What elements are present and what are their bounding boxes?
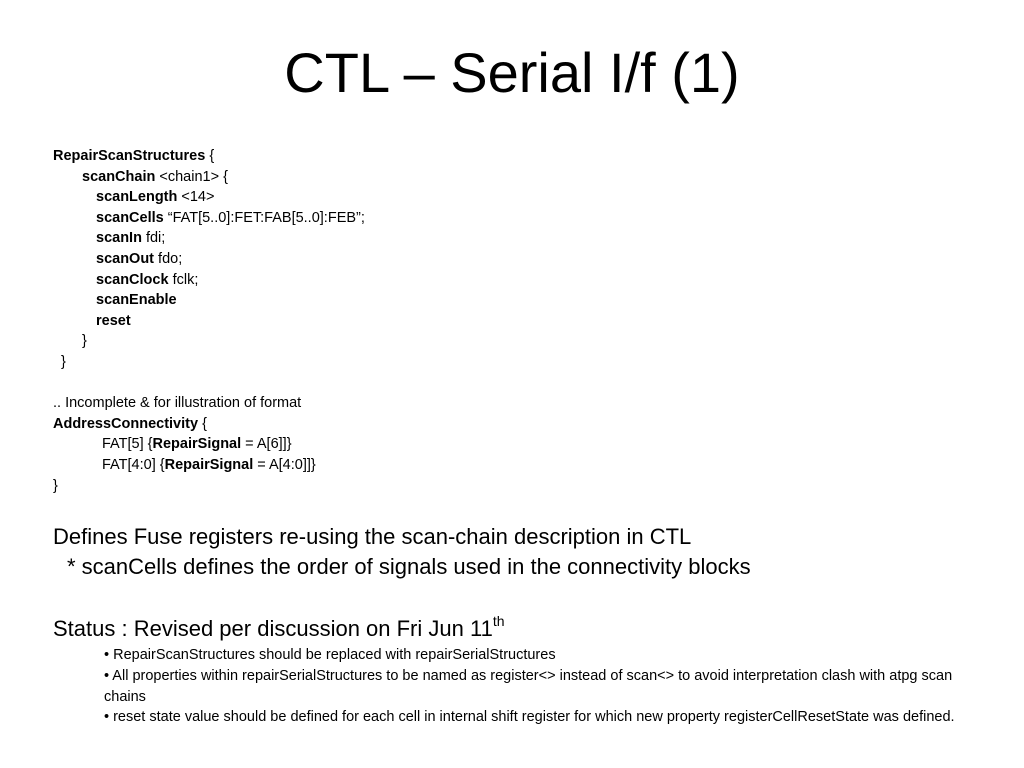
status-label: Status : Revised per discussion on Fri Jun 11 bbox=[53, 616, 493, 641]
status-bullet-list bbox=[104, 645, 964, 728]
bullet-item: • RepairScanStructures should be replaced with repairSerialStructures bbox=[104, 647, 556, 663]
keyword: RepairSignal bbox=[164, 456, 254, 473]
code-line-scanin bbox=[53, 228, 365, 249]
code-text: = A[6]]} bbox=[241, 436, 292, 453]
scancells-text: * scanCells defines the order of signals used in the connectivity blocks bbox=[67, 554, 751, 579]
code-text: fdi; bbox=[141, 230, 166, 247]
code-text: fdo; bbox=[154, 250, 183, 267]
keyword: AddressConnectivity bbox=[53, 415, 199, 432]
keyword: scanChain bbox=[82, 168, 156, 185]
code-text: <chain1> { bbox=[155, 168, 228, 185]
code-line-inner-close: } bbox=[82, 333, 87, 350]
code-line-address bbox=[53, 414, 365, 435]
code-text: { bbox=[205, 148, 215, 164]
code-text: = A[4:0]]} bbox=[253, 456, 316, 473]
status-text bbox=[53, 614, 505, 644]
code-text: “FAT[5..0]:FET:FAB[5..0]:FEB”; bbox=[163, 209, 365, 226]
ctl-code-block bbox=[53, 146, 365, 496]
code-line-address-close: } bbox=[53, 477, 58, 494]
code-line-scanlength bbox=[53, 187, 365, 208]
code-line-fat5 bbox=[53, 434, 365, 455]
keyword: scanEnable bbox=[96, 292, 177, 309]
code-line-scanclock bbox=[53, 270, 365, 291]
spacer bbox=[53, 373, 365, 394]
keyword: RepairSignal bbox=[152, 436, 242, 453]
code-text: FAT[4:0] { bbox=[102, 456, 165, 473]
keyword: scanClock bbox=[96, 271, 169, 288]
code-text: { bbox=[198, 415, 207, 432]
slide-title: CTL – Serial I/f (1) bbox=[284, 41, 740, 104]
keyword: reset bbox=[96, 312, 131, 329]
code-line-outer-close: } bbox=[61, 353, 66, 370]
keyword: scanLength bbox=[96, 189, 178, 206]
code-line-repair bbox=[53, 146, 365, 167]
keyword: scanOut bbox=[96, 250, 155, 267]
defines-text: Defines Fuse registers re-using the scan-chain description in CTL bbox=[53, 524, 692, 549]
keyword: scanIn bbox=[96, 230, 142, 247]
bullet-item: • All properties within repairSerialStructures to be named as register<> instead of scan<> to avoid interpretation clash with atpg scan chains bbox=[104, 667, 953, 705]
code-line-scancells bbox=[53, 208, 365, 229]
code-text: FAT[5] { bbox=[102, 436, 153, 453]
keyword: scanCells bbox=[96, 209, 164, 226]
code-line-fat40 bbox=[53, 455, 365, 476]
code-note: .. Incomplete & for illustration of format bbox=[53, 395, 302, 412]
code-line-scanenable bbox=[53, 290, 365, 311]
code-line-scanchain bbox=[53, 167, 365, 188]
status-superscript: th bbox=[492, 612, 505, 629]
code-text: <14> bbox=[177, 189, 215, 206]
code-line-reset bbox=[53, 311, 365, 332]
code-line-scanout bbox=[53, 249, 365, 270]
bullet-item: • reset state value should be defined for each cell in internal shift register for which new property registerCellResetState was defined. bbox=[104, 709, 955, 726]
keyword: RepairScanStructures bbox=[53, 148, 206, 164]
code-text: fclk; bbox=[168, 271, 199, 288]
